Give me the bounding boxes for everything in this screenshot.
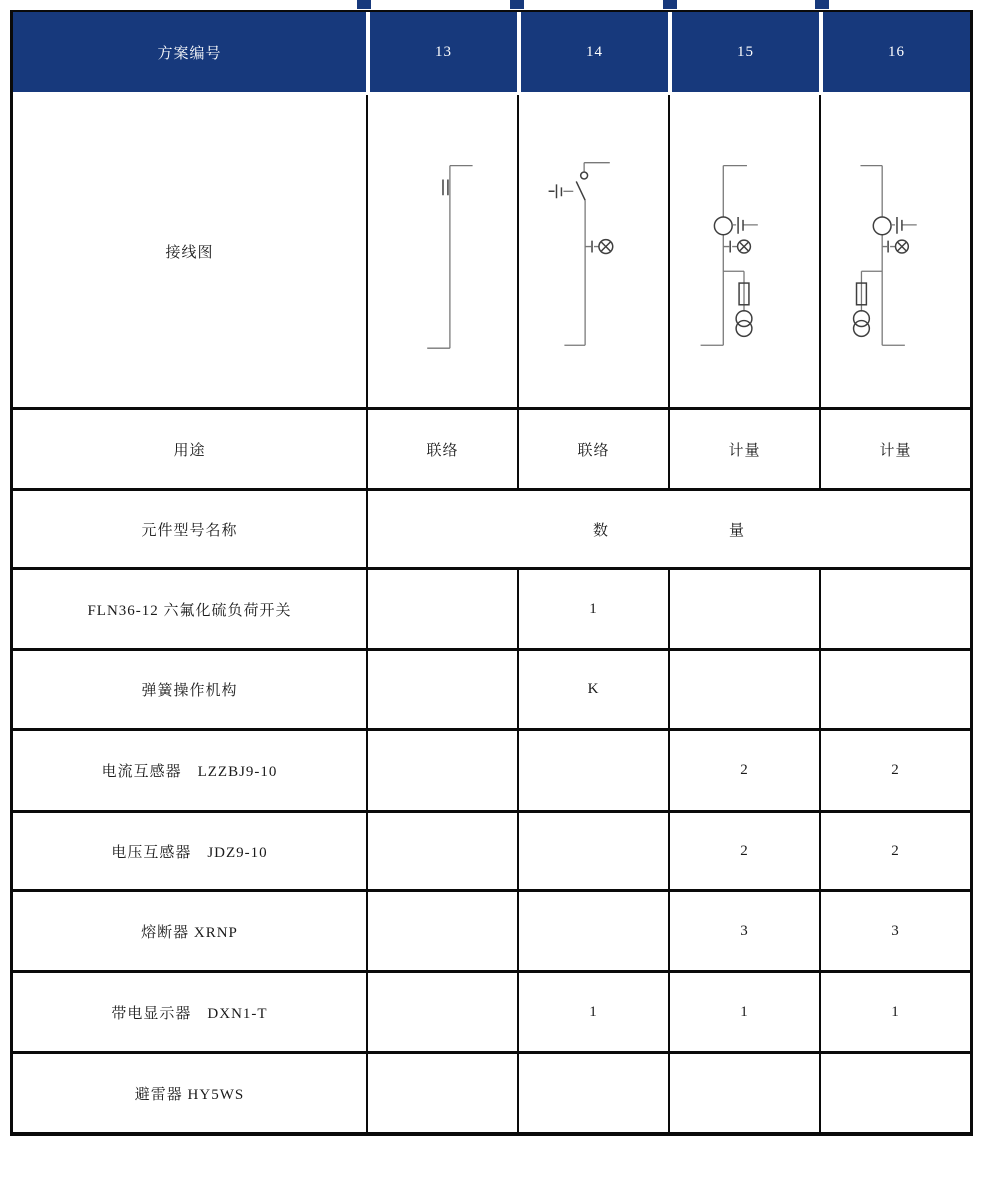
scan-artifact-stub <box>510 0 524 9</box>
scan-artifact-stub <box>815 0 829 9</box>
component-label: 避雷器 HY5WS <box>134 1086 245 1103</box>
quantity-label <box>368 519 970 540</box>
qty-15 <box>668 651 819 728</box>
component-row-spring-mechanism <box>13 651 970 731</box>
quantity-char-right: 量 <box>729 522 746 539</box>
qty-14: 1 <box>517 973 668 1051</box>
circuit-diagram-15-icon <box>670 95 819 407</box>
header-scheme-number-label: 方案编号 <box>13 12 366 92</box>
qty-14: K <box>517 651 668 728</box>
usage-value-13: 联络 <box>366 410 517 488</box>
qty-15 <box>668 570 819 648</box>
quantity-header-row <box>13 491 970 570</box>
header-scheme-16: 16 <box>819 12 970 92</box>
wiring-diagram-16 <box>819 95 970 407</box>
component-name-label: 元件型号名称 <box>141 522 238 539</box>
component-row-arrester <box>13 1054 970 1132</box>
qty-14: 1 <box>517 570 668 648</box>
circuit-diagram-16-icon <box>821 95 970 407</box>
component-label: 带电显示器 DXN1-T <box>111 1005 268 1022</box>
component-row-current-transformer <box>13 731 970 813</box>
component-label: 电流互感器 LZZBJ9-10 <box>101 764 278 780</box>
component-label: 熔断器 XRNP <box>141 924 238 941</box>
usage-label: 用途 <box>173 442 206 459</box>
wiring-diagram-13 <box>366 95 517 407</box>
header-scheme-14: 14 <box>517 12 668 92</box>
qty-16 <box>819 570 970 648</box>
qty-16: 2 <box>819 731 970 810</box>
component-row-fln36 <box>13 570 970 651</box>
qty-16 <box>819 1054 970 1132</box>
usage-value-14: 联络 <box>517 410 668 488</box>
scan-artifact-stub <box>663 0 677 9</box>
qty-15: 3 <box>668 892 819 970</box>
qty-16: 3 <box>819 892 970 970</box>
qty-13 <box>366 892 517 970</box>
qty-15: 1 <box>668 973 819 1051</box>
usage-value-16: 计量 <box>819 410 970 488</box>
scheme-table <box>10 10 973 1136</box>
qty-13 <box>366 1054 517 1132</box>
component-label: 弹簧操作机构 <box>141 683 238 699</box>
qty-14 <box>517 731 668 810</box>
wiring-diagram-15 <box>668 95 819 407</box>
wiring-diagram-14 <box>517 95 668 407</box>
component-row-live-indicator <box>13 973 970 1054</box>
qty-16: 2 <box>819 813 970 889</box>
qty-13 <box>366 570 517 648</box>
wiring-diagram-label: 接线图 <box>165 244 214 261</box>
component-label: 电压互感器 JDZ9-10 <box>111 844 268 861</box>
qty-13 <box>366 651 517 728</box>
usage-row <box>13 410 970 491</box>
circuit-diagram-14-icon <box>519 95 668 407</box>
qty-14 <box>517 892 668 970</box>
qty-15 <box>668 1054 819 1132</box>
quantity-char-left: 数 <box>592 522 609 539</box>
table-header-row <box>13 12 970 95</box>
qty-13 <box>366 813 517 889</box>
component-label: FLN36-12 六氟化硫负荷开关 <box>87 602 292 619</box>
qty-14 <box>517 1054 668 1132</box>
wiring-diagram-row <box>13 95 970 410</box>
circuit-diagram-13-icon <box>368 95 517 407</box>
scan-artifact-stub <box>357 0 371 9</box>
header-scheme-15: 15 <box>668 12 819 92</box>
qty-14 <box>517 813 668 889</box>
qty-13 <box>366 731 517 810</box>
qty-13 <box>366 973 517 1051</box>
usage-value-15: 计量 <box>668 410 819 488</box>
component-row-fuse <box>13 892 970 973</box>
qty-16: 1 <box>819 973 970 1051</box>
quantity-merged-cell <box>366 491 970 567</box>
qty-15: 2 <box>668 813 819 889</box>
header-scheme-13: 13 <box>366 12 517 92</box>
component-row-voltage-transformer <box>13 813 970 892</box>
qty-15: 2 <box>668 731 819 810</box>
qty-16 <box>819 651 970 728</box>
